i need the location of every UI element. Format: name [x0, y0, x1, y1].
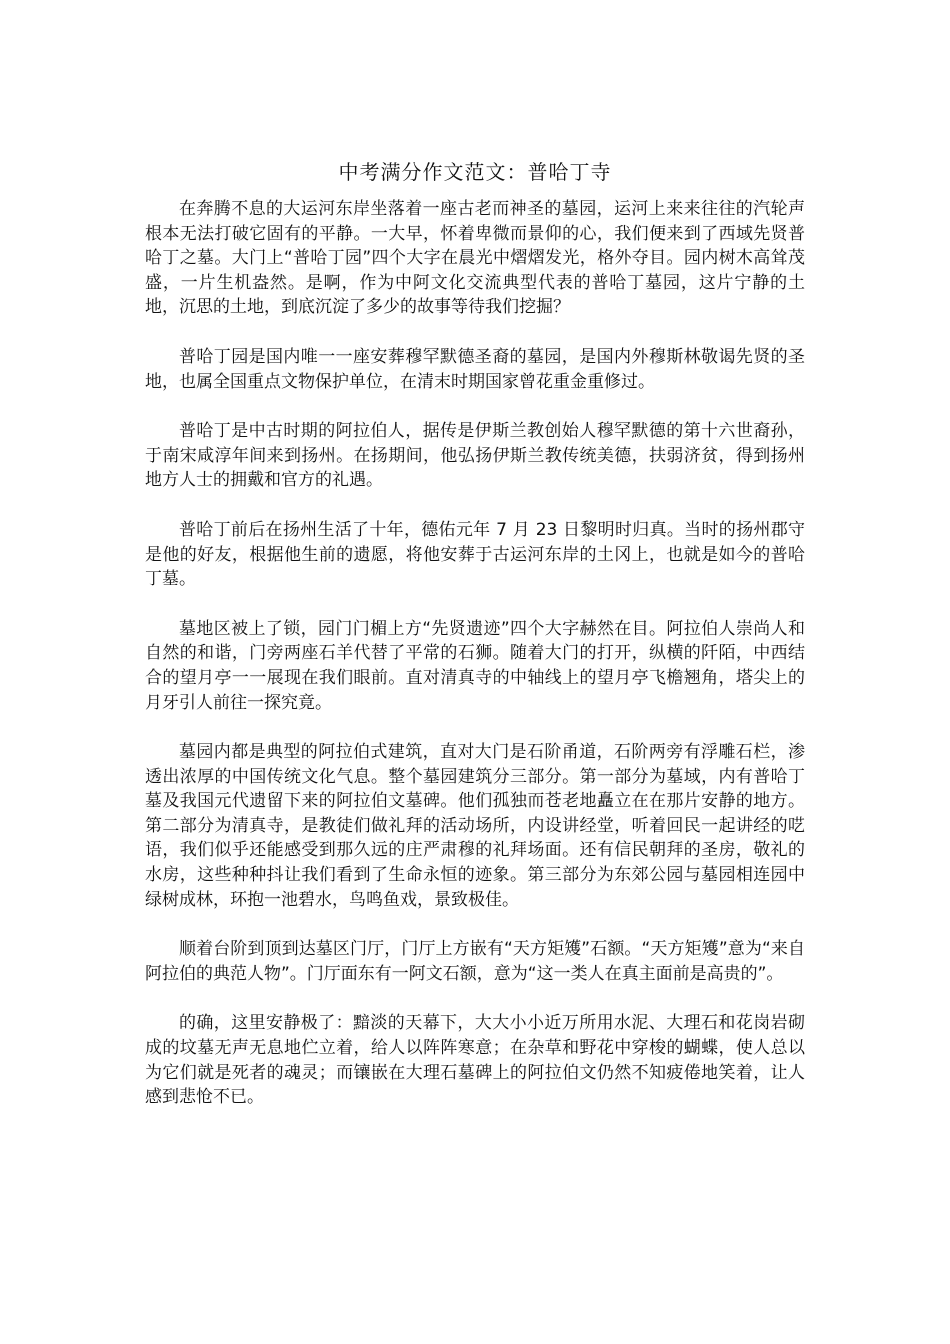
document-page	[145, 157, 805, 1135]
paragraph: 普哈丁是中古时期的阿拉伯人，据传是伊斯兰教创始人穆罕默德的第十六世裔孙，于南宋咸淳年间来到扬州。在扬期间，他弘扬伊斯兰教传统美德，扶弱济贫，得到扬州地方人士的拥戴和官方的礼遇。	[145, 421, 805, 491]
paragraph: 普哈丁园是国内唯一一座安葬穆罕默德圣裔的墓园，是国内外穆斯林敬谒先贤的圣地，也属全国重点文物保护单位，在清末时期国家曾花重金重修过。	[145, 346, 805, 392]
paragraph: 墓地区被上了锁，园门门楣上方“先贤遗迹”四个大字赫然在目。阿拉伯人崇尚人和自然的和谐，门旁两座石羊代替了平常的石狮。随着大门的打开，纵横的阡陌，中西结合的望月亭一一展现在我们眼前。直对清真寺的中轴线上的望月亭飞檐翘角，塔尖上的月牙引人前往一探究竟。	[145, 618, 805, 713]
paragraph: 普哈丁前后在扬州生活了十年，德佑元年 7 月 23 日黎明时归真。当时的扬州郡守是他的好友，根据他生前的遗愿，将他安葬于古运河东岸的土冈上，也就是如今的普哈丁墓。	[145, 519, 805, 590]
paragraph: 在奔腾不息的大运河东岸坐落着一座古老而神圣的墓园，运河上来来往往的汽轮声根本无法打破它固有的平静。一大早，怀着卑微而景仰的心，我们便来到了西域先贤普哈丁之墓。大门上“普哈丁园”四个大字在晨光中熠熠发光，格外夺目。园内树木高耸茂盛，一片生机盎然。是啊，作为中阿文化交流典型代表的普哈丁墓园，这片宁静的土地，沉思的土地，到底沉淀了多少的故事等待我们挖掘？	[145, 199, 805, 318]
paragraph: 墓园内都是典型的阿拉伯式建筑，直对大门是石阶甬道，石阶两旁有浮雕石栏，渗透出浓厚的中国传统文化气息。整个墓园建筑分三部分。第一部分为墓域，内有普哈丁墓及我国元代遗留下来的阿拉伯文墓碑。他们孤独而苍老地矗立在在那片安静的地方。第二部分为清真寺，是教徒们做礼拜的活动场所，内设讲经堂，听着回民一起讲经的呓语，我们似乎还能感受到那久远的庄严肃穆的礼拜场面。还有信民朝拜的圣房，敬礼的水房，这些种种抖让我们看到了生命永恒的迹象。第三部分为东郊公园与墓园相连园中绿树成林，环抱一池碧水，鸟鸣鱼戏，景致极佳。	[145, 742, 805, 910]
paragraph: 顺着台阶到顶到达墓区门厅，门厅上方嵌有“天方矩矱”石额。“天方矩矱”意为“来自阿拉伯的典范人物”。门厅面东有一阿文石额，意为“这一类人在真主面前是高贵的”。	[145, 939, 805, 984]
paragraph: 的确，这里安静极了：黯淡的天幕下，大大小小近万所用水泥、大理石和花岗岩砌成的坟墓无声无息地伫立着，给人以阵阵寒意；在杂草和野花中穿梭的蝴蝶，使人总以为它们就是死者的魂灵；而镶嵌在大理石墓碑上的阿拉伯文仍然不知疲倦地笑着，让人感到悲怆不已。	[145, 1013, 805, 1108]
document-title: 中考满分作文范文：普哈丁寺	[338, 160, 612, 184]
